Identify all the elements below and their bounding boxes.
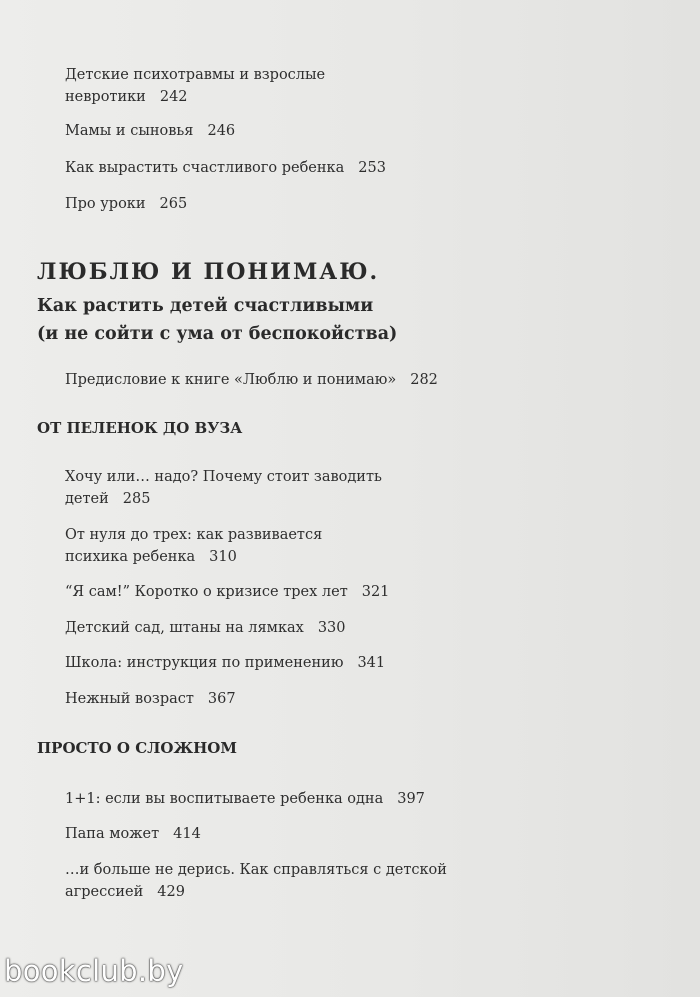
toc-entry-page: 282 — [410, 372, 438, 388]
section-heading: ПРОСТО О СЛОЖНОМ — [37, 739, 237, 757]
section-heading: ОТ ПЕЛЕНОК ДО ВУЗА — [37, 419, 243, 437]
toc-entry[interactable] — [65, 64, 325, 108]
toc-entry-title-line1: …и больше не дерись. Как справляться с детской — [65, 862, 447, 878]
toc-entry-title: Как вырастить счастливого ребенка — [65, 160, 345, 176]
toc-entry-title: Нежный возраст — [65, 691, 194, 707]
part-title: ЛЮБЛЮ И ПОНИМАЮ. — [37, 259, 380, 285]
toc-entry[interactable] — [65, 524, 322, 568]
toc-entry[interactable] — [65, 652, 385, 674]
toc-entry[interactable] — [65, 120, 235, 142]
toc-entry-title: Детский сад, штаны на лямках — [65, 620, 304, 636]
toc-entry-title-line1: Хочу или… надо? Почему стоит заводить — [65, 469, 382, 485]
toc-entry-title-line2: невротики — [65, 89, 146, 105]
toc-entry-page: 265 — [159, 196, 188, 212]
toc-entry-page: 242 — [159, 89, 188, 105]
toc-entry-page: 310 — [209, 549, 237, 565]
toc-entry-page: 321 — [361, 584, 390, 600]
part-subtitle-line2: (и не сойти с ума от беспокойства) — [37, 324, 398, 344]
toc-entry-title: Папа может — [65, 826, 160, 842]
toc-entry[interactable] — [65, 581, 389, 603]
toc-entry[interactable] — [65, 859, 447, 903]
toc-entry-page: 253 — [358, 160, 386, 176]
part-subtitle — [37, 292, 397, 348]
watermark-text: bookclub.by — [4, 954, 184, 988]
toc-entry[interactable] — [65, 617, 346, 639]
toc-entry-page: 285 — [122, 491, 151, 507]
toc-entry-title-line1: Детские психотравмы и взрослые — [65, 67, 326, 83]
toc-entry-title: Школа: инструкция по применению — [65, 655, 344, 671]
toc-entry-page: 367 — [207, 691, 236, 707]
toc-entry-title: Предисловие к книге «Люблю и понимаю» — [65, 372, 397, 388]
toc-entry-title: Мамы и сыновья — [65, 123, 194, 139]
toc-entry-preface[interactable] — [65, 369, 438, 391]
toc-entry-title: “Я сам!” Коротко о кризисе трех лет — [65, 584, 348, 600]
toc-entry-title-line2: агрессией — [65, 884, 144, 900]
toc-entry[interactable] — [65, 466, 382, 510]
part-subtitle-line1: Как растить детей счастливыми — [37, 296, 374, 316]
toc-entry-page: 330 — [317, 620, 346, 636]
toc-entry[interactable] — [65, 688, 236, 710]
toc-entry-page: 246 — [207, 123, 236, 139]
toc-entry[interactable] — [65, 193, 187, 215]
toc-entry-page: 414 — [173, 826, 201, 842]
toc-entry-title: 1+1: если вы воспитываете ребенка одна — [65, 791, 384, 807]
toc-entry-title-line2: детей — [65, 491, 109, 507]
toc-entry-title-line2: психика ребенка — [65, 549, 196, 565]
toc-entry[interactable] — [65, 788, 425, 810]
toc-entry[interactable] — [65, 157, 386, 179]
toc-entry-page: 429 — [157, 884, 185, 900]
toc-entry-title: Про уроки — [65, 196, 146, 212]
toc-entry[interactable] — [65, 823, 201, 845]
toc-entry-page: 341 — [357, 655, 386, 671]
toc-entry-title-line1: От нуля до трех: как развивается — [65, 527, 323, 543]
toc-entry-page: 397 — [397, 791, 425, 807]
